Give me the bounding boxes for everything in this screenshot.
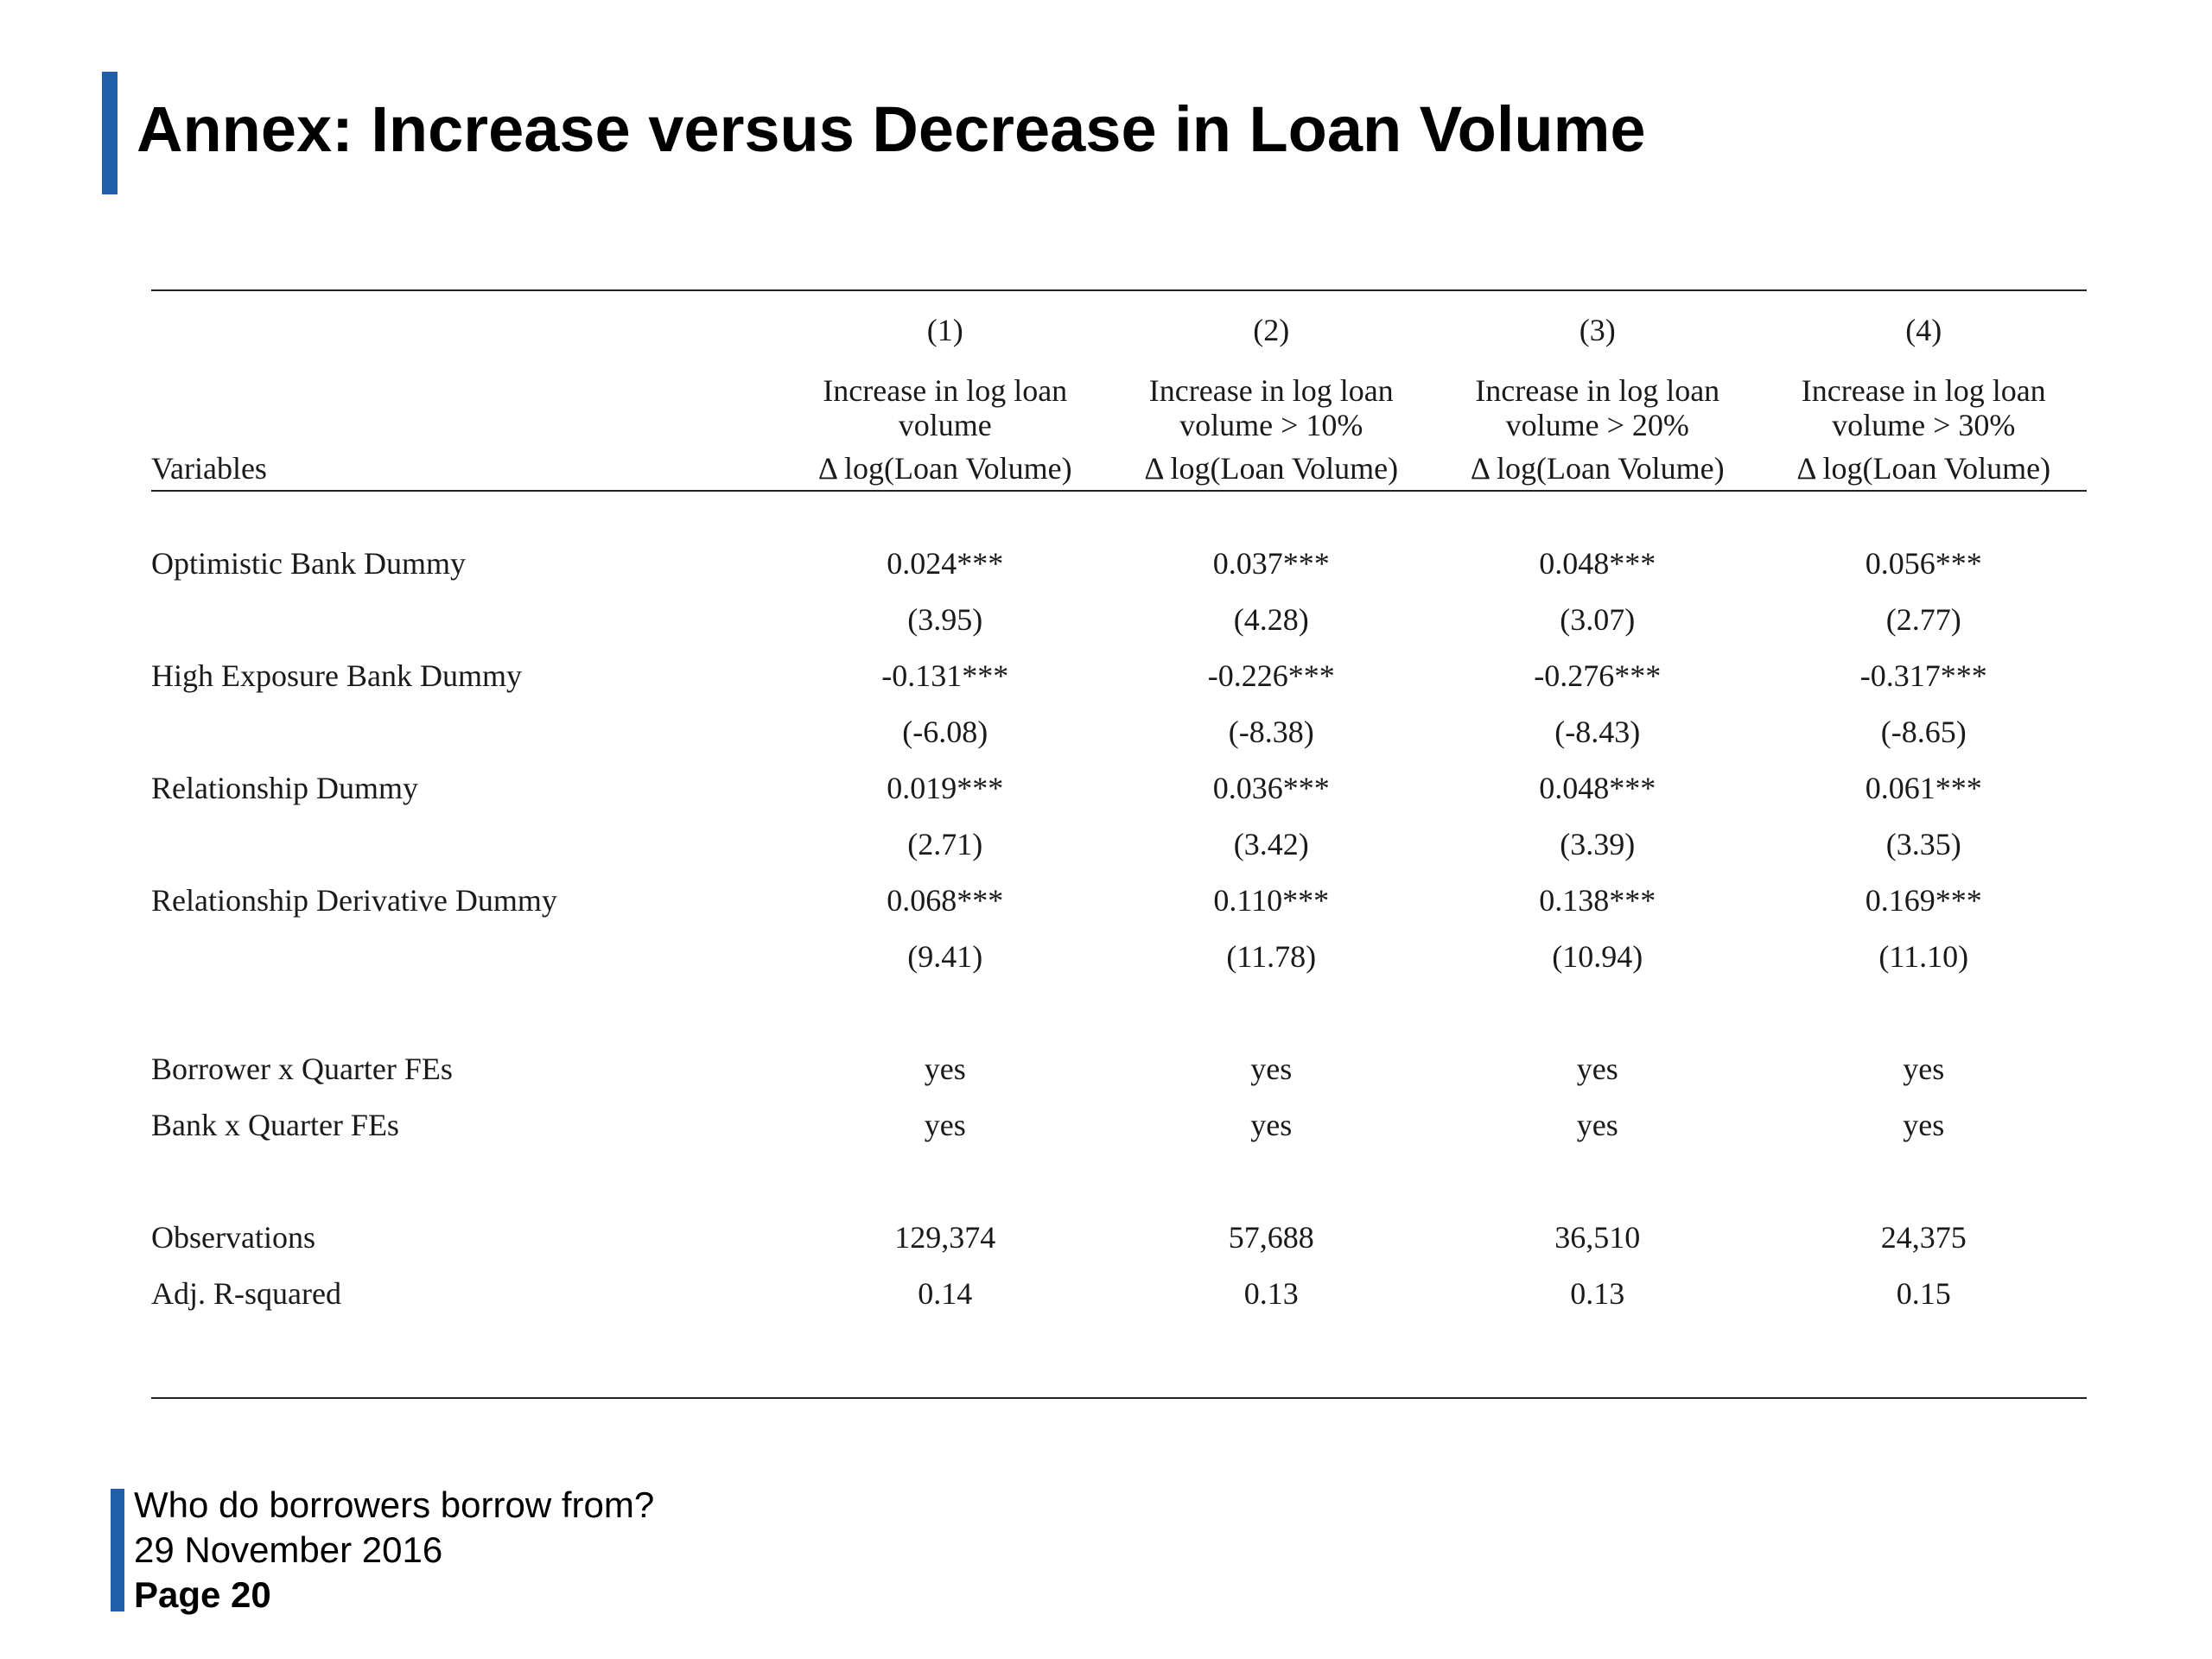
empty-label-cell [151,928,782,984]
coefficient-row [151,760,2087,816]
stat-label: Adj. R-squared [151,1275,341,1311]
tstat-value: (10.94) [1552,938,1643,974]
coefficient-value: 0.048*** [1539,770,1656,805]
dependent-variable: Δ log(Loan Volume) [1434,447,1761,491]
footer-accent-bar [111,1489,124,1611]
tstat-value: (3.95) [907,601,983,637]
coefficient-value: -0.226*** [1207,658,1335,693]
dependent-variable: Δ log(Loan Volume) [782,447,1109,491]
column-number: (3) [1579,313,1616,347]
stats-row [151,1209,2087,1265]
variable-label: Relationship Dummy [151,770,418,805]
fixed-effects-row [151,1096,2087,1153]
fixed-effect-value: yes [1576,1107,1618,1142]
fixed-effect-label: Bank x Quarter FEs [151,1107,399,1142]
coefficient-value: 0.036*** [1212,770,1330,805]
variable-label: Relationship Derivative Dummy [151,882,557,918]
column-description-line2: volume > 10% [1179,408,1363,442]
column-description-line1: Increase in log loan [823,373,1068,408]
tstat-value: (3.35) [1885,826,1961,861]
coefficient-row [151,872,2087,928]
presentation-date: 29 November 2016 [134,1529,443,1570]
slide-title: Annex: Increase versus Decrease in Loan Volume [137,93,1646,165]
tstat-value: (-6.08) [902,714,988,749]
fixed-effect-value: yes [1576,1051,1618,1086]
tstat-value: (3.07) [1560,601,1636,637]
empty-label-cell [151,703,782,760]
stat-value: 0.13 [1570,1275,1625,1311]
dependent-variable: Δ log(Loan Volume) [1109,447,1435,491]
fixed-effect-label: Borrower x Quarter FEs [151,1051,453,1086]
fixed-effect-value: yes [924,1051,966,1086]
presentation-title: Who do borrowers borrow from? [134,1484,655,1525]
tstat-value: (2.77) [1885,601,1961,637]
column-description-line1: Increase in log loan [1148,373,1394,408]
tstat-value: (-8.38) [1228,714,1314,749]
coefficient-row [151,535,2087,591]
dependent-variable: Δ log(Loan Volume) [1761,447,2088,491]
tstat-value: (-8.43) [1554,714,1641,749]
tstat-value: (4.28) [1233,601,1309,637]
coefficient-value: 0.048*** [1539,545,1656,581]
tstat-value: (11.78) [1226,938,1317,974]
empty-label-cell [151,591,782,647]
fixed-effect-value: yes [1903,1051,1945,1086]
fixed-effect-value: yes [924,1107,966,1142]
spacer-row [151,491,2087,535]
page-number: Page 20 [134,1574,271,1615]
results-table [151,291,2087,1321]
coefficient-value: 0.024*** [887,545,1004,581]
coefficient-value: 0.169*** [1865,882,1982,918]
stat-value: 57,688 [1228,1219,1314,1255]
stat-value: 129,374 [894,1219,996,1255]
tstat-value: (3.42) [1233,826,1309,861]
coefficient-value: 0.037*** [1212,545,1330,581]
stats-row [151,1265,2087,1321]
title-accent-bar [102,72,118,194]
fixed-effects-row [151,1040,2087,1096]
tstat-row [151,703,2087,760]
variable-label: Optimistic Bank Dummy [151,545,466,581]
coefficient-value: -0.276*** [1534,658,1662,693]
stat-value: 0.14 [918,1275,973,1311]
stat-value: 0.15 [1896,1275,1951,1311]
coefficient-value: 0.068*** [887,882,1004,918]
fixed-effect-value: yes [1250,1107,1293,1142]
variables-header: Variables [151,447,782,491]
coefficient-value: 0.019*** [887,770,1004,805]
fixed-effect-value: yes [1250,1051,1293,1086]
stat-label: Observations [151,1219,315,1255]
tstat-row [151,816,2087,872]
tstat-value: (-8.65) [1880,714,1967,749]
tstat-value: (9.41) [907,938,983,974]
column-description-line1: Increase in log loan [1475,373,1720,408]
stat-value: 0.13 [1243,1275,1299,1311]
coefficient-value: 0.138*** [1539,882,1656,918]
coefficient-value: 0.061*** [1865,770,1982,805]
slide-footer [134,1483,654,1618]
column-description-row [151,369,2087,447]
spacer-row [151,984,2087,1040]
stat-value: 36,510 [1554,1219,1641,1255]
column-description-line1: Increase in log loan [1801,373,2046,408]
column-description [1761,369,2088,447]
tstat-row [151,591,2087,647]
coefficient-value: 0.056*** [1865,545,1982,581]
column-description [1109,369,1435,447]
column-description-line2: volume > 20% [1505,408,1689,442]
column-description [1434,369,1761,447]
coefficient-value: -0.131*** [881,658,1009,693]
tstat-value: (11.10) [1878,938,1969,974]
regression-table [151,289,2087,1399]
coefficient-row [151,647,2087,703]
column-description-line2: volume [898,408,992,442]
coefficient-value: 0.110*** [1213,882,1330,918]
variable-label: High Exposure Bank Dummy [151,658,522,693]
column-number-row [151,291,2087,369]
fixed-effect-value: yes [1903,1107,1945,1142]
header-empty-cell [151,291,782,369]
column-number: (4) [1905,313,1942,347]
spacer-row [151,1153,2087,1209]
stat-value: 24,375 [1880,1219,1967,1255]
tstat-row [151,928,2087,984]
column-number: (1) [926,313,963,347]
header-empty-cell [151,369,782,447]
column-description [782,369,1109,447]
column-number: (2) [1253,313,1290,347]
tstat-value: (2.71) [907,826,983,861]
column-description-line2: volume > 30% [1832,408,2016,442]
coefficient-value: -0.317*** [1859,658,1987,693]
tstat-value: (3.39) [1560,826,1636,861]
empty-label-cell [151,816,782,872]
dependent-variable-row [151,447,2087,491]
